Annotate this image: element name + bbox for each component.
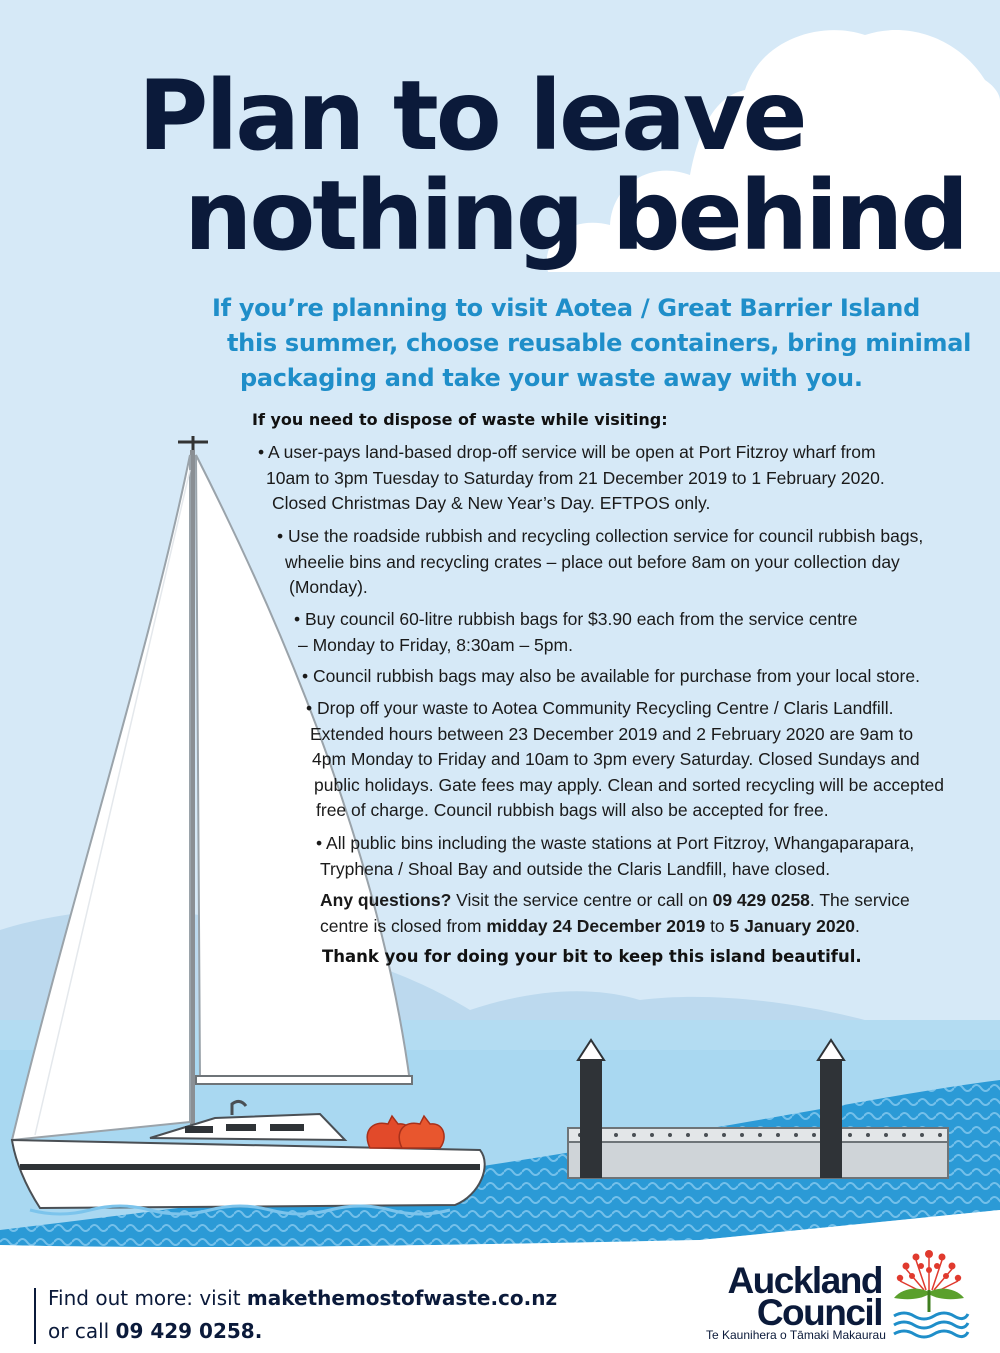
bullet-item xyxy=(258,440,958,517)
bullet-line: • All public bins including the waste stations at Port Fitzroy, Whangaparapara, xyxy=(316,833,915,853)
bullet-line: Closed Christmas Day & New Year’s Day. EFTPOS only. xyxy=(272,493,711,513)
bullet-line: • Drop off your waste to Aotea Community Recycling Centre / Claris Landfill. xyxy=(306,698,894,718)
bullet-item xyxy=(302,664,982,690)
closed-to-date: 5 January 2020 xyxy=(729,915,856,936)
questions-text: . xyxy=(855,915,860,936)
questions-text: Visit the service centre or call on xyxy=(451,890,713,910)
logo-name-line-2: Council xyxy=(756,1292,882,1333)
subtitle-line-3: packaging and take your waste away with you. xyxy=(240,364,863,392)
bullet-item xyxy=(316,831,996,882)
title-line-2: nothing behind xyxy=(184,160,967,272)
footer-line-2 xyxy=(48,1319,262,1343)
bullet-line: • Council rubbish bags may also be available for purchase from your local store. xyxy=(302,666,920,686)
closed-from-date: midday 24 December 2019 xyxy=(486,915,706,936)
bullet-line: Extended hours between 23 December 2019 and 2 February 2020 are 9am to xyxy=(310,723,914,744)
questions-phone: 09 429 0258 xyxy=(712,890,810,910)
footer-line-1 xyxy=(48,1286,557,1310)
lead-text: If you need to dispose of waste while visiting: xyxy=(252,410,668,429)
bullet-line: • Buy council 60-litre rubbish bags for $3.90 each from the service centre xyxy=(294,609,858,629)
title-line-1: Plan to leave xyxy=(138,60,805,172)
bullet-line: • Use the roadside rubbish and recycling collection service for council rubbish bags, xyxy=(277,526,924,546)
logo-tagline: Te Kaunihera o Tāmaki Makaurau xyxy=(706,1328,886,1342)
bullet-line: • A user-pays land-based drop-off service will be open at Port Fitzroy wharf from xyxy=(258,442,876,462)
bullet-line: – Monday to Friday, 8:30am – 5pm. xyxy=(298,634,573,655)
bullet-line: (Monday). xyxy=(289,577,368,597)
questions-label: Any questions? xyxy=(320,890,452,910)
footer-divider xyxy=(34,1288,36,1344)
questions-text: centre is closed from xyxy=(320,915,487,936)
subtitle-line-2: this summer, choose reusable containers, bring minimal xyxy=(227,329,972,357)
bullet-line: 4pm Monday to Friday and 10am to 3pm every Saturday. Closed Sundays and xyxy=(312,749,920,769)
bullet-line: Tryphena / Shoal Bay and outside the Claris Landfill, have closed. xyxy=(320,858,831,879)
bullet-line: public holidays. Gate fees may apply. Clean and sorted recycling will be accepted xyxy=(314,774,945,795)
logo-name-line-1: Auckland xyxy=(727,1260,882,1301)
footer-text: Find out more: visit xyxy=(48,1286,247,1310)
bullet-line: free of charge. Council rubbish bags will also be accepted for free. xyxy=(316,800,829,820)
thanks-text: Thank you for doing your bit to keep this island beautiful. xyxy=(322,947,862,966)
footer-text: or call xyxy=(48,1319,116,1343)
bullet-line: 10am to 3pm Tuesday to Saturday from 21 December 2019 to 1 February 2020. xyxy=(266,467,885,488)
questions-block xyxy=(320,888,980,939)
footer-phone: 09 429 0258. xyxy=(115,1319,263,1343)
questions-text: to xyxy=(705,915,730,936)
footer-website-link[interactable]: makethemostofwaste.co.nz xyxy=(246,1286,558,1310)
questions-text: . The service xyxy=(809,890,910,910)
bullet-line: wheelie bins and recycling crates – place out before 8am on your collection day xyxy=(285,551,900,572)
pohutukawa-flower-icon xyxy=(888,1246,970,1342)
bullet-item xyxy=(306,696,986,824)
bullet-item xyxy=(294,607,974,658)
bullet-item xyxy=(277,524,977,601)
subtitle-line-1: If you’re planning to visit Aotea / Great Barrier Island xyxy=(212,294,920,322)
